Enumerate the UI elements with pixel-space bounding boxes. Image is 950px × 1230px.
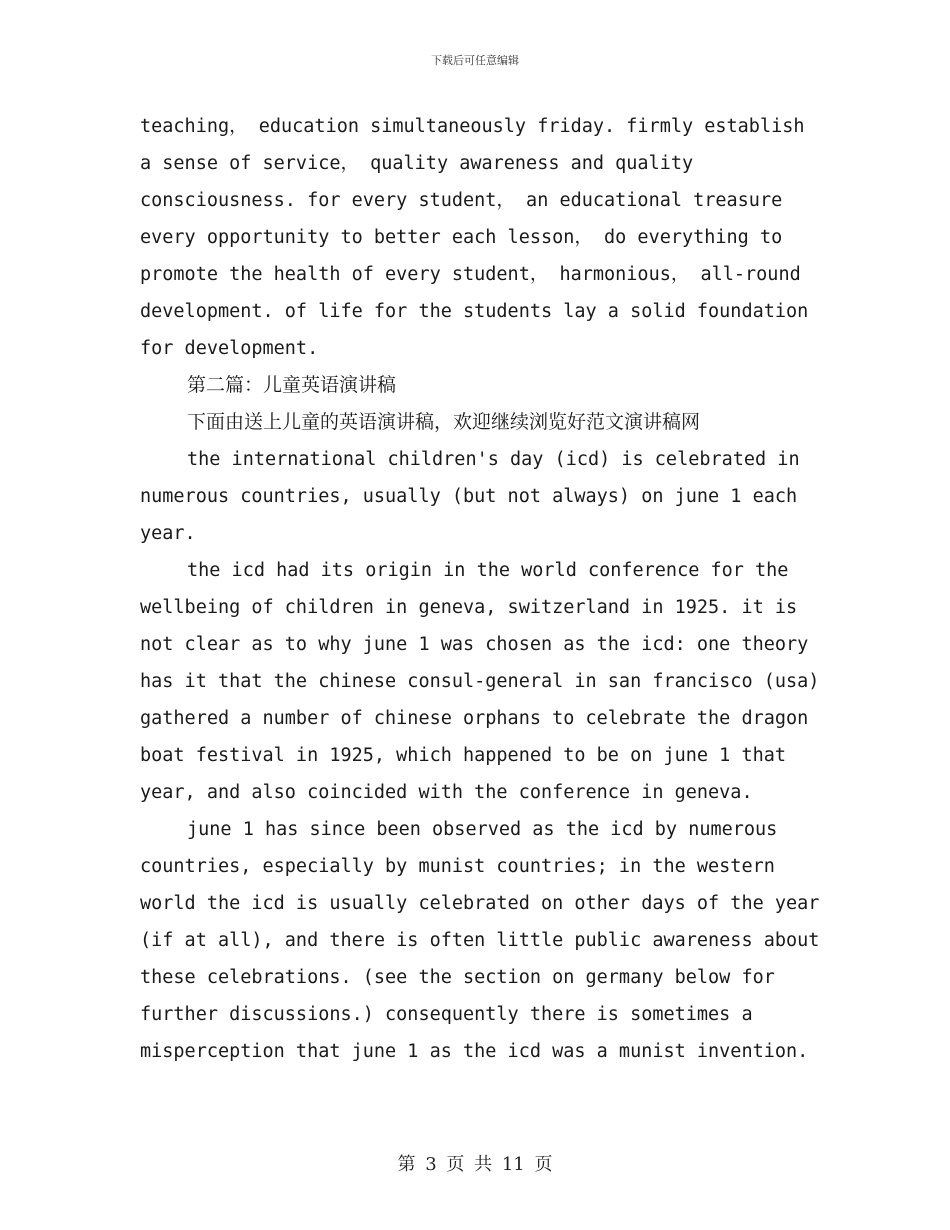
intro-line: 下面由送上儿童的英语演讲稿，欢迎继续浏览好范文演讲稿网 [187,411,701,433]
text-line: year. [140,523,196,544]
text-line: teaching， education simultaneously friday. firmly establish [140,116,805,137]
text-line: countries, especially by munist countries; in the western [140,856,775,877]
text-line: development. of life for the students lay a solid foundation [140,301,809,322]
text-line: wellbeing of children in geneva, switzerland in 1925. it is [140,597,798,618]
text-line: promote the health of every student， harmonious， all-round [140,264,801,285]
section-heading: 第二篇：儿童英语演讲稿 [187,374,397,396]
paragraph-start-line: june 1 has since been observed as the icd by numerous [187,819,778,840]
text-line: world the icd is usually celebrated on other days of the year [140,893,820,914]
text-line: boat festival in 1925, which happened to be on june 1 that [140,745,787,766]
text-line: consciousness. for every student， an educational treasure [140,190,783,211]
text-line: for development. [140,338,319,359]
text-line: every opportunity to better each lesson， do everything to [140,227,783,248]
paragraph-start-line: the icd had its origin in the world conference for the [187,560,789,581]
text-line: (if at all), and there is often little public awareness about [140,930,820,951]
text-line: further discussions.) consequently there is sometimes a [140,1004,753,1025]
text-line: a sense of service， quality awareness and quality [140,153,694,174]
text-line: numerous countries, usually (but not always) on june 1 each [140,486,798,507]
document-body [140,108,820,1070]
text-line: year, and also coincided with the conference in geneva. [140,782,753,803]
page-number-footer: 第 3 页 共 11 页 [397,1154,553,1175]
page-header: 下载后可任意编辑 [431,54,519,67]
text-line: has it that the chinese consul-general in san francisco (usa) [140,671,820,692]
text-line: gathered a number of chinese orphans to celebrate the dragon [140,708,809,729]
text-line: these celebrations. (see the section on germany below for [140,967,775,988]
text-line: not clear as to why june 1 was chosen as the icd: one theory [140,634,809,655]
paragraph-start-line: the international children's day (icd) is celebrated in [187,449,800,470]
text-line: misperception that june 1 as the icd was a munist invention. [140,1041,809,1062]
